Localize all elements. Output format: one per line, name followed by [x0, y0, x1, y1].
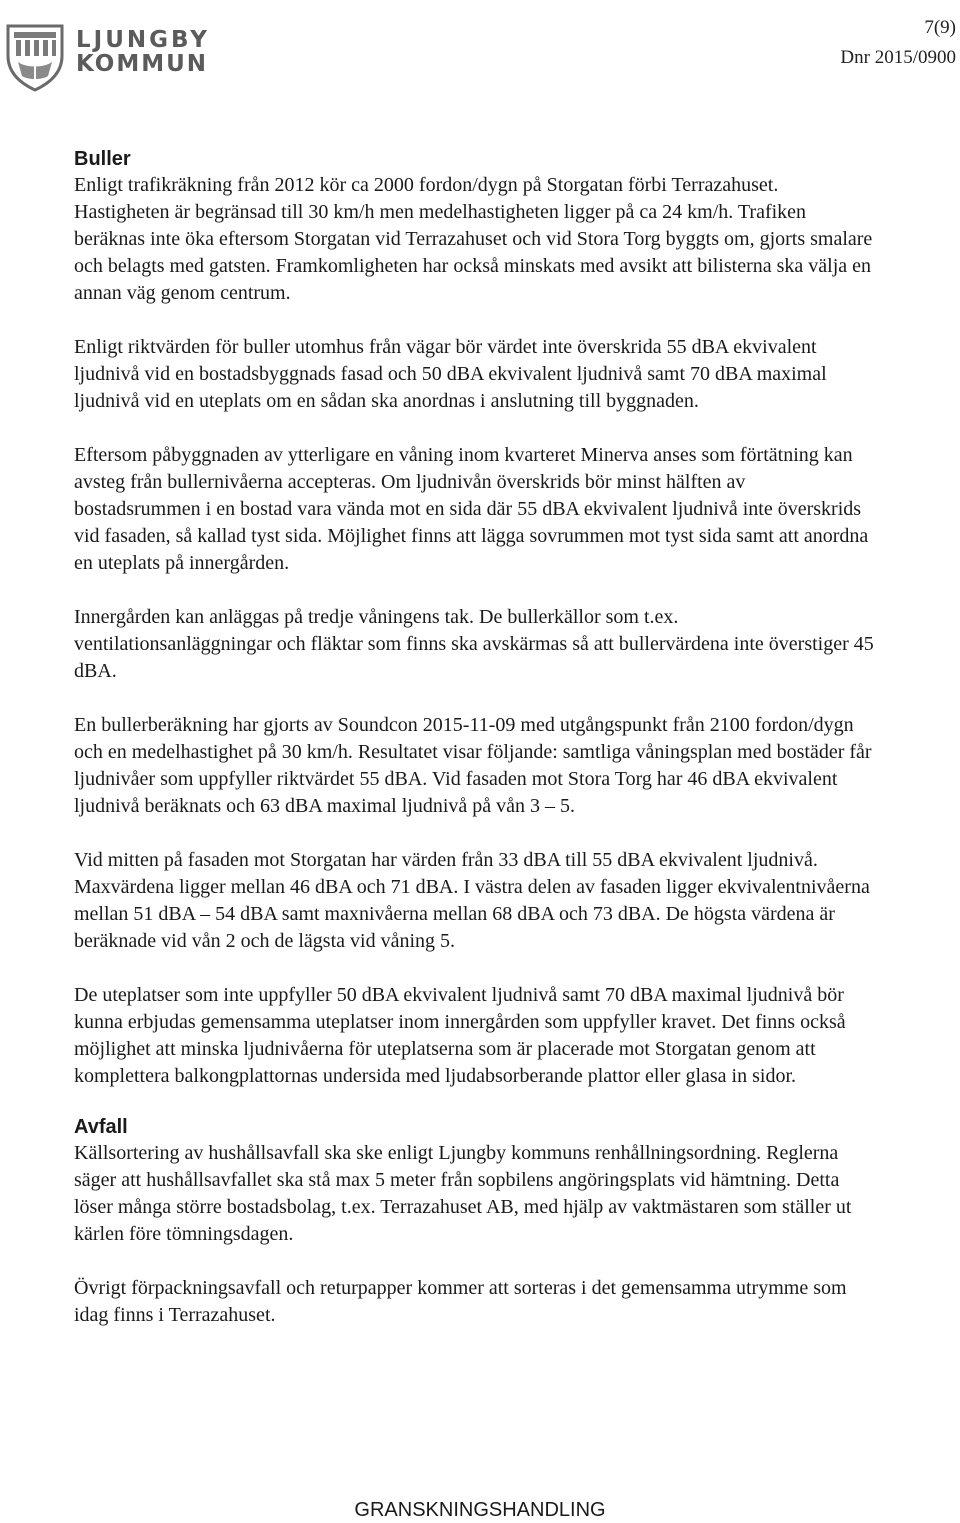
paragraph: De uteplatser som inte uppfyller 50 dBA ekvivalent ljudnivå samt 70 dBA maximal ljudnivå bör kunna erbjudas gemensamma uteplatser inom innergården som uppfyller kravet. Det finns också möjlighet att minska ljudnivåerna för uteplatserna som är placerade mot Storgatan genom att komplettera balkongplattornas undersida med ljudabsorberande plattor eller glasa in sidor.: [74, 984, 846, 1087]
paragraph: Enligt riktvärden för buller utomhus från vägar bör värdet inte överskrida 55 dBA ekvivalent ljudnivå vid en bostadsbyggnads fasad och 50 dBA ekvivalent ljudnivå samt 70 dBA maximal ljudnivå vid en uteplats om en sådan ska anordnas i anslutning till byggnaden.: [74, 336, 827, 412]
section-title-avfall: Avfall: [74, 1116, 128, 1138]
document-body: [74, 146, 874, 1329]
page-number: 7(9): [924, 17, 956, 38]
paragraph: Vid mitten på fasaden mot Storgatan har värden från 33 dBA till 55 dBA ekvivalent ljudnivå. Maxvärdena ligger mellan 46 dBA och 71 dBA. I västra delen av fasaden ligger ekvivalentnivåerna mellan 51 dBA – 54 dBA samt maxnivåerna mellan 68 dBA och 73 dBA. De högsta värdena är beräknade vid vån 2 och de lägsta vid våning 5.: [74, 849, 870, 952]
logo-line-2: KOMMUN: [76, 51, 209, 77]
paragraph: Eftersom påbyggnaden av ytterligare en våning inom kvarteret Minerva anses som förtätning kan avsteg från bullernivåerna accepteras. Om ljudnivån överskrids bör minst hälften av bostadsrummen i en bostad vara vända mot en sida där 55 dBA ekvivalent ljudnivå inte överskrids vid fasaden, så kallad tyst sida. Möjlighet finns att lägga sovrummen mot tyst sida samt att anordna en uteplats på innergården.: [74, 444, 869, 574]
paragraph: Källsortering av hushållsavfall ska ske enligt Ljungby kommuns renhållningsordning. Reglerna säger att hushållsavfallet ska stå max 5 meter från sopbilens angöringsplats vid hämtning. Detta löser många större bostadsbolag, t.ex. Terrazahuset AB, med hjälp av vaktmästaren som ställer ut kärlen före tömningsdagen.: [74, 1142, 852, 1245]
paragraph: En bullerberäkning har gjorts av Soundcon 2015-11-09 med utgångspunkt från 2100 fordon/dygn och en medelhastighet på 30 km/h. Resultatet visar följande: samtliga våningsplan med bostäder får ljudnivåer som uppfyller riktvärdet 55 dBA. Vid fasaden mot Stora Torg har 46 dBA ekvivalent ljudnivå beräknats och 63 dBA maximal ljudnivå på vån 3 – 5.: [74, 714, 872, 817]
paragraph: Enligt trafikräkning från 2012 kör ca 2000 fordon/dygn på Storgatan förbi Terrazahuset. Hastigheten är begränsad till 30 km/h men medelhastigheten ligger på ca 24 km/h. Trafiken beräknas inte öka eftersom Storgatan vid Terrazahuset och vid Stora Torg byggts om, gjorts smalare och belagts med gatsten. Framkomligheten har också minskats med avsikt att bilisterna ska välja en annan väg genom centrum.: [74, 174, 873, 304]
paragraph: Innergården kan anläggas på tredje våningens tak. De bullerkällor som t.ex. ventilationsanläggningar och fläktar som finns ska avskärmas så att bullervärdena inte överstiger 45 dBA.: [74, 606, 874, 682]
document-reference: Dnr 2015/0900: [840, 47, 956, 68]
section-title-buller: Buller: [74, 148, 131, 170]
municipality-logo: [4, 22, 210, 96]
footer-label: GRANSKNINGSHANDLING: [354, 1499, 606, 1521]
coat-of-arms-icon: [4, 22, 66, 92]
paragraph: Övrigt förpackningsavfall och returpapper kommer att sorteras i det gemensamma utrymme som idag finns i Terrazahuset.: [74, 1277, 847, 1326]
logo-line-1: LJUNGBY: [76, 27, 210, 53]
